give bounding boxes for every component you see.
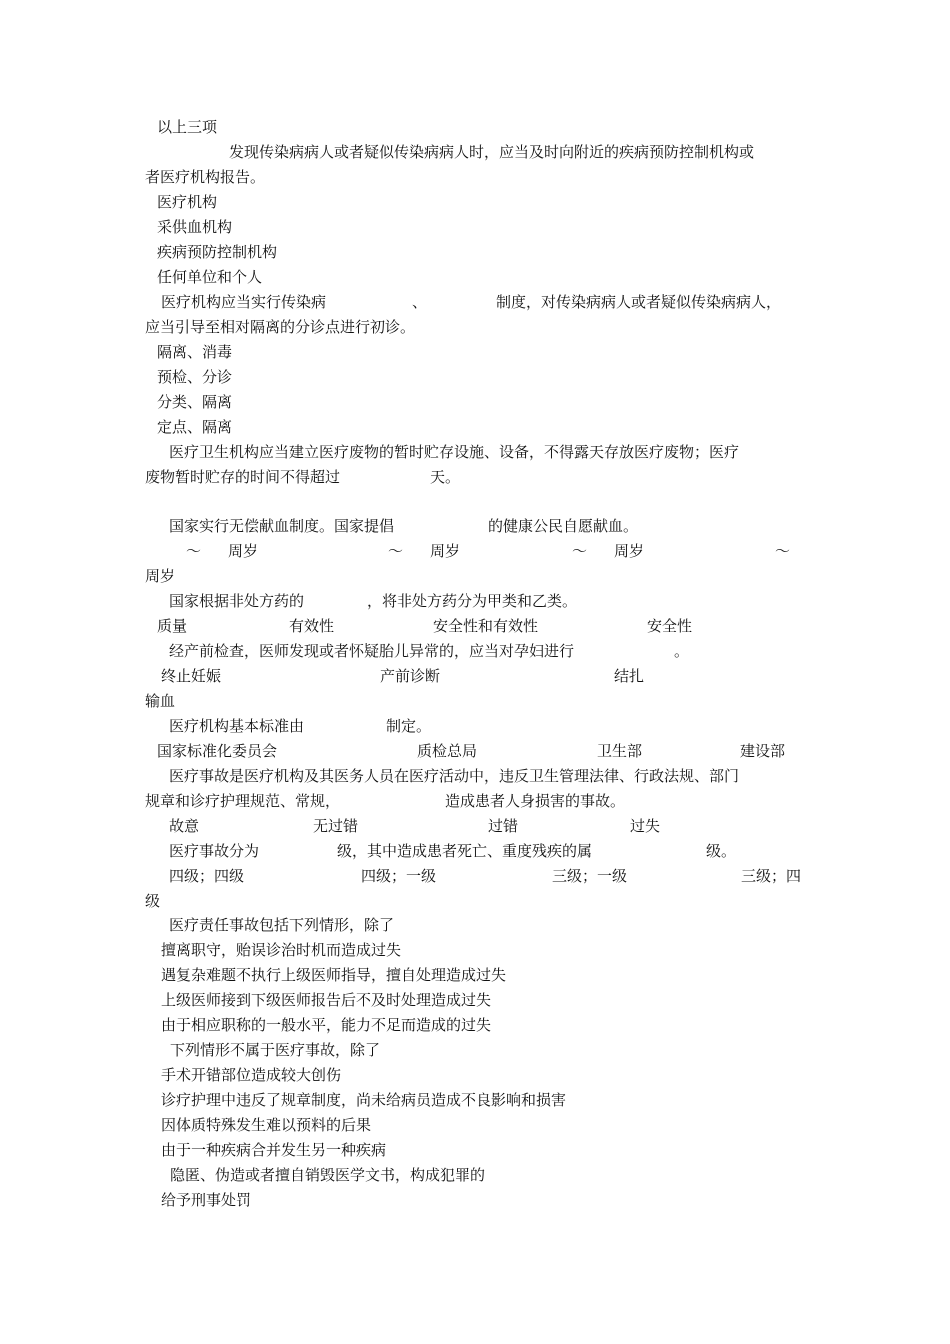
option-text: 四级；一级 (361, 867, 437, 885)
option-text: 采供血机构 (157, 218, 233, 236)
question-text: ，将非处方药分为甲类和乙类。 (367, 592, 578, 610)
option-text: 国家标准化委员会 (157, 742, 278, 760)
option-text: 周岁 (430, 542, 461, 560)
question-text: 医疗卫生机构应当建立医疗废物的暂时贮存设施、设备，不得露天存放医疗废物；医疗 (169, 443, 740, 461)
option-text: 隔离、消毒 (157, 343, 233, 361)
option-text: 安全性和有效性 (433, 617, 539, 635)
option-text: 级 (145, 892, 161, 910)
question-text: 。 (674, 642, 690, 660)
question-text: 医疗机构基本标准由 (169, 717, 305, 735)
question-text: 国家实行无偿献血制度。国家提倡 (169, 517, 395, 535)
option-text: 三级；一级 (552, 867, 628, 885)
option-text: 质检总局 (417, 742, 478, 760)
option-text: 以上三项 (157, 118, 218, 136)
question-text: 制度，对传染病病人或者疑似传染病病人， (496, 293, 782, 311)
question-text: 规章和诊疗护理规范、常规， (145, 792, 341, 810)
option-text: 安全性 (647, 617, 693, 635)
option-text: 疾病预防控制机构 (157, 243, 278, 261)
question-text: 医疗事故分为 (169, 842, 260, 860)
option-text: 三级；四 (741, 867, 802, 885)
question-text: 医疗事故是医疗机构及其医务人员在医疗活动中，违反卫生管理法律、行政法规、部门 (169, 767, 740, 785)
option-text: 结扎 (614, 667, 645, 685)
option-text: 分类、隔离 (157, 393, 233, 411)
option-text: 卫生部 (597, 742, 643, 760)
question-text: 下列情形不属于医疗事故，除了 (170, 1041, 381, 1059)
option-text: 输血 (145, 692, 176, 710)
option-text: 周岁 (228, 542, 259, 560)
option-text: 终止妊娠 (161, 667, 222, 685)
option-text: 定点、隔离 (157, 418, 233, 436)
question-text: 发现传染病病人或者疑似传染病病人时，应当及时向附近的疾病预防控制机构或 (229, 143, 755, 161)
option-text: 给予刑事处罚 (161, 1191, 252, 1209)
option-text: 上级医师接到下级医师报告后不及时处理造成过失 (161, 991, 492, 1009)
option-text: 过失 (630, 817, 661, 835)
option-text: 故意 (169, 817, 200, 835)
option-text: 任何单位和个人 (157, 268, 263, 286)
question-text: 国家根据非处方药的 (169, 592, 305, 610)
option-text: 质量 (157, 617, 188, 635)
question-text: 造成患者人身损害的事故。 (445, 792, 626, 810)
option-text: 因体质特殊发生难以预料的后果 (161, 1116, 372, 1134)
question-text: 应当引导至相对隔离的分诊点进行初诊。 (145, 318, 416, 336)
option-text: 有效性 (289, 617, 335, 635)
option-text: ～ (572, 542, 588, 560)
question-text: 医疗机构应当实行传染病 (161, 293, 327, 311)
question-text: 制定。 (386, 717, 432, 735)
question-text: 隐匿、伪造或者擅自销毁医学文书，构成犯罪的 (170, 1166, 486, 1184)
option-text: ～ (388, 542, 404, 560)
option-text: 无过错 (313, 817, 359, 835)
option-text: 四级；四级 (169, 867, 245, 885)
option-text: ～ (775, 542, 791, 560)
question-text: 天。 (430, 468, 461, 486)
question-text: 医疗责任事故包括下列情形，除了 (169, 916, 395, 934)
option-text: 医疗机构 (157, 193, 218, 211)
option-text: 擅离职守，贻误诊治时机而造成过失 (161, 941, 402, 959)
question-text: 、 (412, 293, 428, 311)
option-text: 遇复杂难题不执行上级医师指导，擅自处理造成过失 (161, 966, 507, 984)
option-text: 周岁 (614, 542, 645, 560)
option-text: ～ (186, 542, 202, 560)
option-text: 周岁 (145, 567, 176, 585)
question-text: 者医疗机构报告。 (145, 168, 266, 186)
question-text: 废物暂时贮存的时间不得超过 (145, 468, 341, 486)
option-text: 过错 (488, 817, 519, 835)
question-text: 级，其中造成患者死亡、重度残疾的属 (337, 842, 593, 860)
option-text: 诊疗护理中违反了规章制度，尚未给病员造成不良影响和损害 (161, 1091, 567, 1109)
option-text: 由于一种疾病合并发生另一种疾病 (161, 1141, 387, 1159)
option-text: 建设部 (740, 742, 786, 760)
option-text: 手术开错部位造成较大创伤 (161, 1066, 342, 1084)
option-text: 由于相应职称的一般水平，能力不足而造成的过失 (161, 1016, 492, 1034)
option-text: 产前诊断 (380, 667, 441, 685)
option-text: 预检、分诊 (157, 368, 233, 386)
question-text: 经产前检查，医师发现或者怀疑胎儿异常的，应当对孕妇进行 (169, 642, 575, 660)
question-text: 的健康公民自愿献血。 (488, 517, 639, 535)
question-text: 级。 (706, 842, 737, 860)
